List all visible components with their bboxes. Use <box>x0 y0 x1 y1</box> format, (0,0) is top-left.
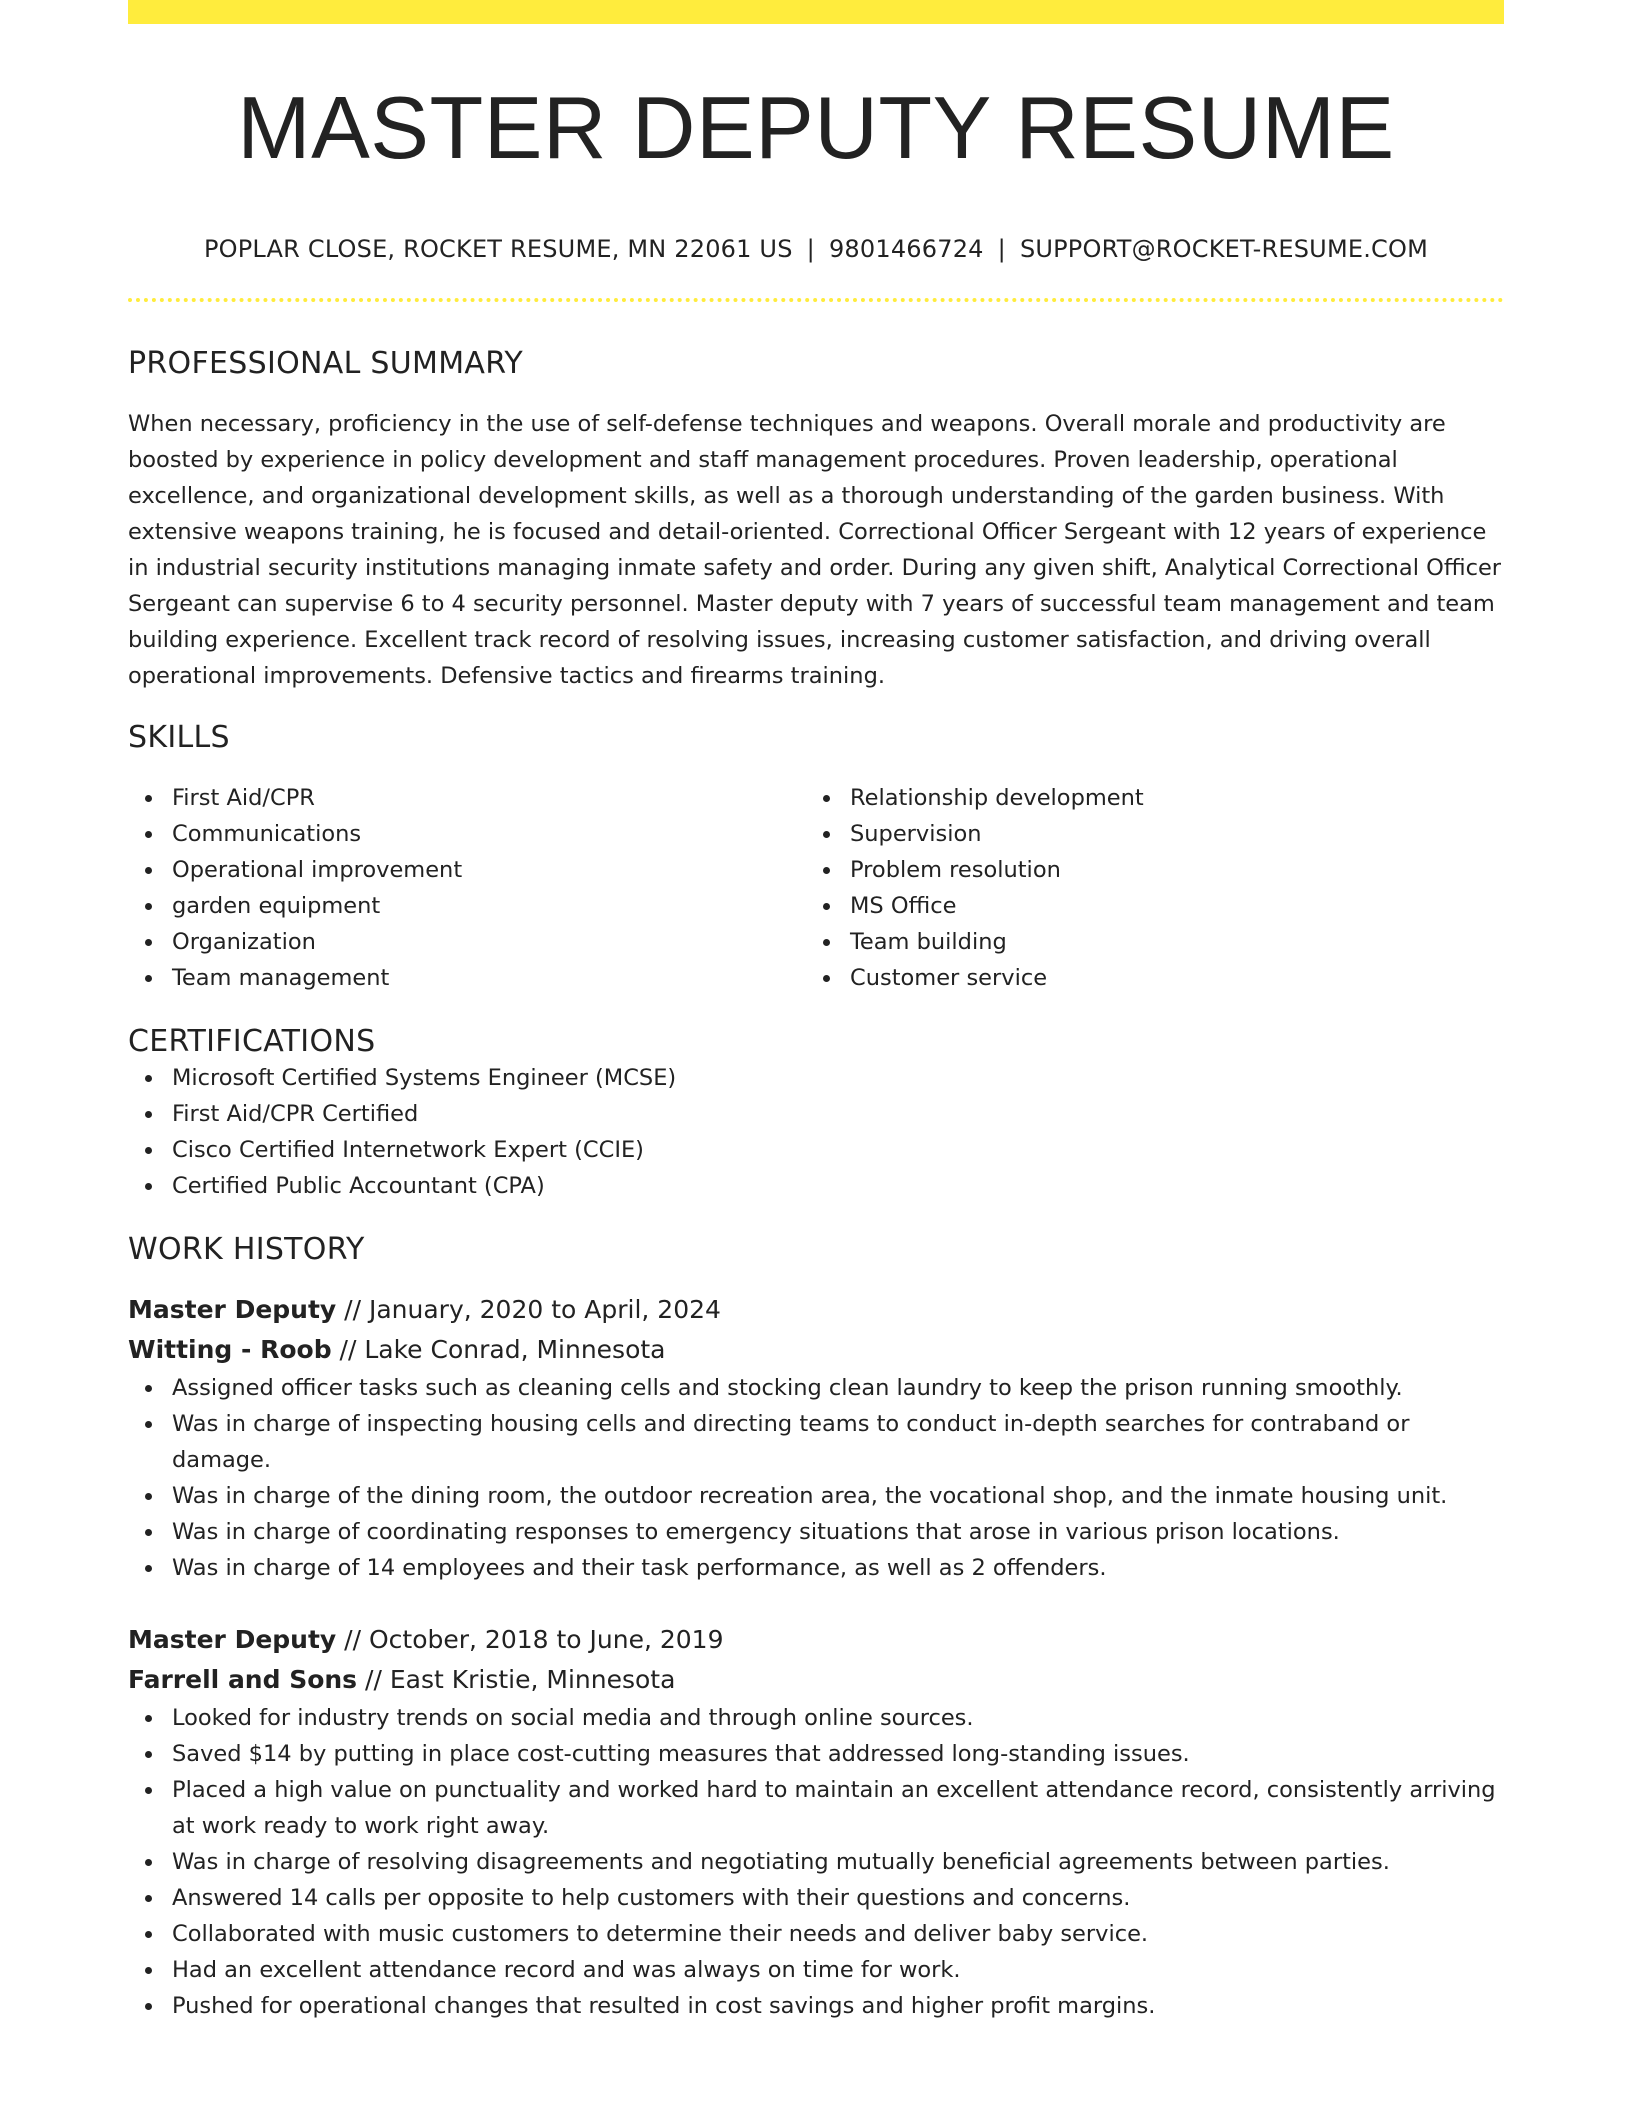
skill-item: Communications <box>128 816 806 852</box>
job-entry <box>128 1620 1504 2024</box>
job-location: // East Kristie, Minnesota <box>365 1665 676 1694</box>
skill-item: garden equipment <box>128 888 806 924</box>
certifications-heading: CERTIFICATIONS <box>128 1024 376 1059</box>
header-divider <box>128 298 1504 302</box>
resume-title: MASTER DEPUTY RESUME <box>237 78 1395 177</box>
certifications-list <box>128 1060 1504 1204</box>
contact-address: POPLAR CLOSE, ROCKET RESUME, MN 22061 US <box>203 235 793 263</box>
job-title: Master Deputy <box>128 1625 337 1654</box>
skills-right-column <box>806 780 1484 996</box>
job-duty-item: Was in charge of inspecting housing cells and directing teams to conduct in-depth searches for contraband or damage. <box>128 1406 1504 1478</box>
skill-item: Organization <box>128 924 806 960</box>
skills-columns <box>128 780 1504 996</box>
job-title-line <box>128 1290 1504 1330</box>
job-dates: // January, 2020 to April, 2024 <box>344 1295 721 1324</box>
summary-heading: PROFESSIONAL SUMMARY <box>128 346 524 381</box>
contact-phone: 9801466724 <box>828 235 984 263</box>
skill-item: Team building <box>806 924 1484 960</box>
top-accent-bar <box>128 0 1504 24</box>
skills-left-list <box>128 780 806 996</box>
job-entry <box>128 1290 1504 1586</box>
resume-page <box>128 0 1504 2024</box>
contact-separator: | <box>997 235 1006 263</box>
job-duty-item: Was in charge of resolving disagreements and negotiating mutually beneficial agreements between parties. <box>128 1844 1504 1880</box>
job-duties-list <box>128 1700 1504 2024</box>
certification-item: First Aid/CPR Certified <box>128 1096 1504 1132</box>
skill-item: Team management <box>128 960 806 996</box>
job-company: Farrell and Sons <box>128 1665 358 1694</box>
summary-text: When necessary, proficiency in the use of self-defense techniques and weapons. Overall morale and productivity are boosted by experience in policy development and staff management procedures. Proven leadership, operational excellence, and organizational development skills, as well as a thorough understanding of the garden business. With extensive weapons training, he is focused and detail-oriented. Correctional Officer Sergeant with 12 years of experience in industrial security institutions managing inmate safety and order. During any given shift, Analytical Correctional Officer Sergeant can supervise 6 to 4 security personnel. Master deputy with 7 years of successful team management and team building experience. Excellent track record of resolving issues, increasing customer satisfaction, and driving overall operational improvements. Defensive tactics and firearms training. <box>128 411 1502 689</box>
job-duty-item: Placed a high value on punctuality and worked hard to maintain an excellent attendance record, consistently arriving at work ready to work right away. <box>128 1772 1504 1844</box>
job-duty-item: Collaborated with music customers to determine their needs and deliver baby service. <box>128 1916 1504 1952</box>
skill-item: Relationship development <box>806 780 1484 816</box>
skills-left-column <box>128 780 806 996</box>
skills-heading: SKILLS <box>128 720 230 755</box>
skill-item: Supervision <box>806 816 1484 852</box>
job-duty-item: Assigned officer tasks such as cleaning cells and stocking clean laundry to keep the prison running smoothly. <box>128 1370 1504 1406</box>
job-duty-item: Pushed for operational changes that resulted in cost savings and higher profit margins. <box>128 1988 1504 2024</box>
certification-item: Microsoft Certified Systems Engineer (MCSE) <box>128 1060 1504 1096</box>
job-company: Witting - Roob <box>128 1335 332 1364</box>
job-duty-item: Was in charge of coordinating responses to emergency situations that arose in various prison locations. <box>128 1514 1504 1550</box>
job-title: Master Deputy <box>128 1295 337 1324</box>
contact-email: SUPPORT@ROCKET-RESUME.COM <box>1019 235 1429 263</box>
job-duty-item: Had an excellent attendance record and was always on time for work. <box>128 1952 1504 1988</box>
certification-item: Cisco Certified Internetwork Expert (CCIE) <box>128 1132 1504 1168</box>
job-duty-item: Saved $14 by putting in place cost-cutting measures that addressed long-standing issues. <box>128 1736 1504 1772</box>
certification-item: Certified Public Accountant (CPA) <box>128 1168 1504 1204</box>
job-company-line <box>128 1330 1504 1370</box>
work-history-heading: WORK HISTORY <box>128 1232 365 1267</box>
job-duty-item: Was in charge of the dining room, the outdoor recreation area, the vocational shop, and the inmate housing unit. <box>128 1478 1504 1514</box>
skill-item: MS Office <box>806 888 1484 924</box>
skill-item: Customer service <box>806 960 1484 996</box>
job-duty-item: Answered 14 calls per opposite to help customers with their questions and concerns. <box>128 1880 1504 1916</box>
job-dates: // October, 2018 to June, 2019 <box>344 1625 724 1654</box>
job-location: // Lake Conrad, Minnesota <box>339 1335 666 1364</box>
contact-line <box>128 234 1504 264</box>
job-duties-list <box>128 1370 1504 1586</box>
skill-item: First Aid/CPR <box>128 780 806 816</box>
skills-right-list <box>806 780 1484 996</box>
job-duty-item: Looked for industry trends on social media and through online sources. <box>128 1700 1504 1736</box>
job-title-line <box>128 1620 1504 1660</box>
job-company-line <box>128 1660 1504 1700</box>
contact-separator: | <box>806 235 815 263</box>
skill-item: Problem resolution <box>806 852 1484 888</box>
skill-item: Operational improvement <box>128 852 806 888</box>
job-duty-item: Was in charge of 14 employees and their task performance, as well as 2 offenders. <box>128 1550 1504 1586</box>
